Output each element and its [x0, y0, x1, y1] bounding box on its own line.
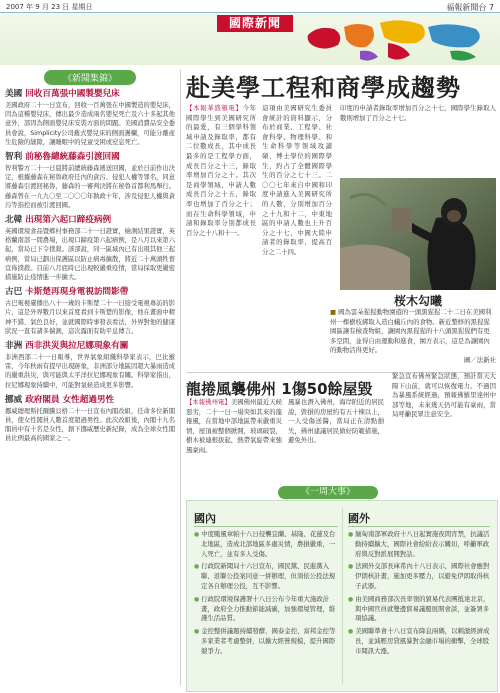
article-text: 這項由美國研究生委員會統計的資料顯示，分布於商業、工程學、社會科學、物理科學、和生命科學等領域攻讀碩、博士學位的國際學生，約占了全體國際學生的百分之七十三。二〇〇七年來自中國和印度申請進入美國研究所的人數，分別增加百分之十九和十二，中東地區的申請人數也上升百分之十七，中國大陸申請者的錄取率，提高百分之二十四。	[262, 104, 332, 256]
dateline: 【本報佛州電】	[186, 398, 231, 406]
list-item: ● 緬甸南部軍政府十八日起實施夜間宵禁，抗議活動持續擴大，國際社會紛紛表示關切，呼籲軍政府與反對派展開對話。	[348, 530, 490, 559]
article-text: 緊急宣布佛州緊急狀態，預計當天大陽下山前，就可以恢復電力。不過因為暴風系統經過，預報佛羅里達州中部等地，未來幾天仍可能有豪雨，當局呼籲民眾注意安全。	[392, 372, 496, 419]
international-list	[348, 530, 490, 686]
brief-item	[5, 152, 175, 210]
page-label: 福報新聞台 7	[446, 3, 494, 12]
list-item: ● 由美國商務部次長率領的貿易代表團抵達北京，與中國官員就雙邊貿易議題展開會談，並簽署多項協議。	[348, 595, 490, 624]
second-story-column-1	[186, 398, 282, 482]
brief-headline	[5, 287, 175, 298]
photo-credit: 圖／法新社	[464, 355, 496, 364]
brief-location: 古巴	[5, 287, 23, 298]
chimpanzee-photo	[340, 178, 496, 290]
second-story-column-2	[288, 398, 384, 482]
brief-title: 回收百萬張中國製嬰兒床	[25, 89, 120, 99]
brief-location: 美國	[5, 89, 23, 99]
brief-body: 古巴電視臺播出八十一歲的卡斯楚二十一日接受電視專訪的影片，這是外界數月以來首度看到卡斯楚的影像，他在畫面中精神不錯、氣色良好，並就國際時事發表看法，外界對他的健康狀況一直有諸多揣測，這次露面有助平息傳言。	[5, 300, 176, 335]
column-divider	[180, 70, 181, 686]
list-item: ● 中度颱風章帕十八日侵襲宜蘭、基隆、花蓮及台北地區，造成北部地區多處災情，農損嚴重，一人死亡，並有多人受傷。	[194, 530, 338, 559]
article-text: 今年國際學生到美國研究所的最愛，有三個學科領域申請及錄取率，都有二位數成長，其中成長最多的是工程學方面，成長百分之十三，錄取率增加百分之十。其次是商學領域，申請人數成長百分之十五，錄取率也增加了百分之十；而在生命科學領域，申請和錄取率分別都成長百分之十八和十一。	[186, 104, 256, 237]
brief-headline	[5, 89, 175, 100]
news-briefs-column	[5, 70, 175, 690]
main-story-column-2	[262, 104, 332, 374]
brief-headline	[5, 152, 175, 163]
photo-title: 桜木勾曦	[393, 294, 442, 308]
article-text: 印度的申請者錄取率增加百分之十七，國際學生錄取人數則增加了百分之十七。	[340, 104, 496, 122]
main-headline: 赴美學工程和商學成趨勢	[186, 74, 461, 102]
brief-headline	[5, 395, 175, 406]
list-item: ● 美國聯準會十八日宣布降息兩碼，以刺激經濟成長，並減輕房貸風暴對金融市場的衝擊，全球股市聞訊大漲。	[348, 627, 490, 656]
list-item: ● 行政院環境保護署十八日公布今年重大施政計畫，政府全力推動節能減碳，加強環境管理，維護生活品質。	[194, 595, 338, 624]
brief-item	[5, 341, 175, 390]
main-story-column-3	[340, 104, 496, 174]
list-item: ● 法國外交部長庫希內十八日表示，國際社會應對伊朗核計畫，施加更多壓力，以避免伊朗取得核子武器。	[348, 562, 490, 591]
section-title: 國際新聞	[217, 15, 293, 32]
brief-title: 出現第六起口蹄疫病例	[25, 215, 112, 226]
list-item: ● 金控整併議題持續發酵，國泰金控、富邦金控等多家業者考慮整併，以擴大經營規模，提升國際競爭力。	[194, 627, 338, 656]
brief-item	[5, 287, 175, 336]
domestic-rule	[194, 526, 338, 527]
brief-location: 智利	[5, 152, 23, 163]
caption-bullet-icon: ■	[330, 308, 339, 316]
brief-location: 挪威	[5, 394, 23, 405]
international-heading: 國外	[348, 512, 370, 525]
brief-title: 卡斯楚再現身電視訪問影帶	[25, 287, 129, 298]
international-rule	[348, 526, 490, 527]
brief-body: 非洲西部二十一日報導，世界氣象組織科學家表示，巴比羅雷，今年秋雨有提早出現跡象，非洲部分地區因超大暴雨造成的嚴重洪災，與可能與太平洋拉尼娜現象有關。科學家指出，拉尼娜現象持續中，可能對氣候造成更多影響。	[5, 354, 176, 389]
brief-location: 非洲	[5, 341, 23, 352]
world-map-banner	[300, 13, 496, 65]
photo-caption	[330, 308, 496, 365]
article-text: 風暴也潛入佛州，海岸附近的居民說，毀損的房屋約有五十棟以上，一人受傷送醫，當局正在清點損失，佛州建議居民做好防範措施，避免外出。	[288, 398, 384, 445]
brief-title: 政府閣員 女性超過男性	[25, 394, 115, 405]
brief-location: 北韓	[5, 215, 23, 226]
brief-headline	[5, 215, 175, 226]
caption-text: 國為雲朵猩猩動物園遊的一頭黑猩猩二十二日在美國利州一棵樹枝綁取入造白蟻丘內的食物。新近整修的黑猩猩園區讓有檢查物組，讓園內黑猩猩的十八頭黑猩猩們有更多空間，並得自由運動和進食，園方表示，這是為讓園內的動物活得更好。	[330, 308, 492, 354]
brief-item	[5, 215, 175, 282]
domestic-list	[194, 530, 338, 686]
brief-body: 英國環境食品暨鄉村事務部二十一日證實，檢測結果證實，英格蘭南部一間農場，出現口蹄疫第六起病例，是八月以來第六起，當局已下令撲殺。該部說，同一區域內已有出現其他三起病例，當局已劃出保護區以防止病毒擴散，將近二十萬頭牲畜宣佈撲殺。目前八月底時已出現較嚴重疫情，當局採取更嚴密措施防止疫情進一步擴大。	[5, 228, 176, 282]
issue-date: 2007 年 9 月 23 日 星期日	[6, 3, 93, 11]
weekly-divider	[342, 508, 343, 684]
domestic-heading: 國內	[194, 512, 216, 525]
brief-body: 智利警方二十一日晨將前總統藤森遞送回國，並於日前作出決定，根據藤森在秘魯政府任內的貪污、侵犯人權等罪名，同意將藤森引渡回秘魯，藤森的一審判決將在秘魯首都利馬舉行。藤森曾在一九九〇至二〇〇〇年執政十年，涉及侵犯人權與貪污等指控而被引渡回國。	[5, 165, 176, 209]
brief-body: 挪威總理斯托爾騰貝格二十一日宣布內閣改組，任命多位新閣員，使女性閣員人數首度超過男性。此次改組後，內閣十九名閣員中有十名是女性，創下挪威歷史新紀錄，成為全球女性閣員比例最高的國家之一。	[5, 407, 176, 443]
second-story-column-3	[392, 372, 496, 482]
article-text: 美國佛州最近天候惡劣，二十一日一場突如其來的龍捲風，在當地中部地區帶來嚴重災情，屋頂被整個掀開，玻璃破裂，樹木被連根拔起，熱帶氣旋帶來強風豪雨。	[186, 398, 282, 454]
brief-body: 美國政府二十一日宣布，回收一百萬張在中國製造的嬰兒床，因為這種嬰兒床，傳出最少造成兩名嬰兒死亡及六十多起其他意外，部因為側面嬰兒床安裝方面的問題。美國消費品安全委員會說，Simplicity公司舊式嬰兒床的側面護欄，可能分離產生危險的縫隙，讓睡眠中的兒童受困或窒息死亡。	[5, 102, 176, 146]
briefs-tag: 《新聞集錦》	[44, 70, 136, 85]
main-story-column-1	[186, 104, 256, 374]
weekly-tag: 《一周大事》	[278, 486, 378, 499]
brief-title: 前秘魯總統藤森引渡回國	[25, 152, 120, 163]
brief-item	[5, 89, 175, 147]
brief-item	[5, 395, 175, 444]
dateline: 【本報華盛頓電】	[186, 104, 243, 112]
brief-title: 西非洪災與拉尼娜現象有關	[25, 341, 129, 352]
list-item: ● 行政院新聞局十六日宣布，國民黨、民進黨入聯、返聯公投案同意一併辦理，但須依公投法規定各自辦理公投，互不影響。	[194, 562, 338, 591]
second-headline: 龍捲風襲佛州 1傷50餘屋毀	[186, 380, 373, 398]
brief-headline	[5, 341, 175, 352]
